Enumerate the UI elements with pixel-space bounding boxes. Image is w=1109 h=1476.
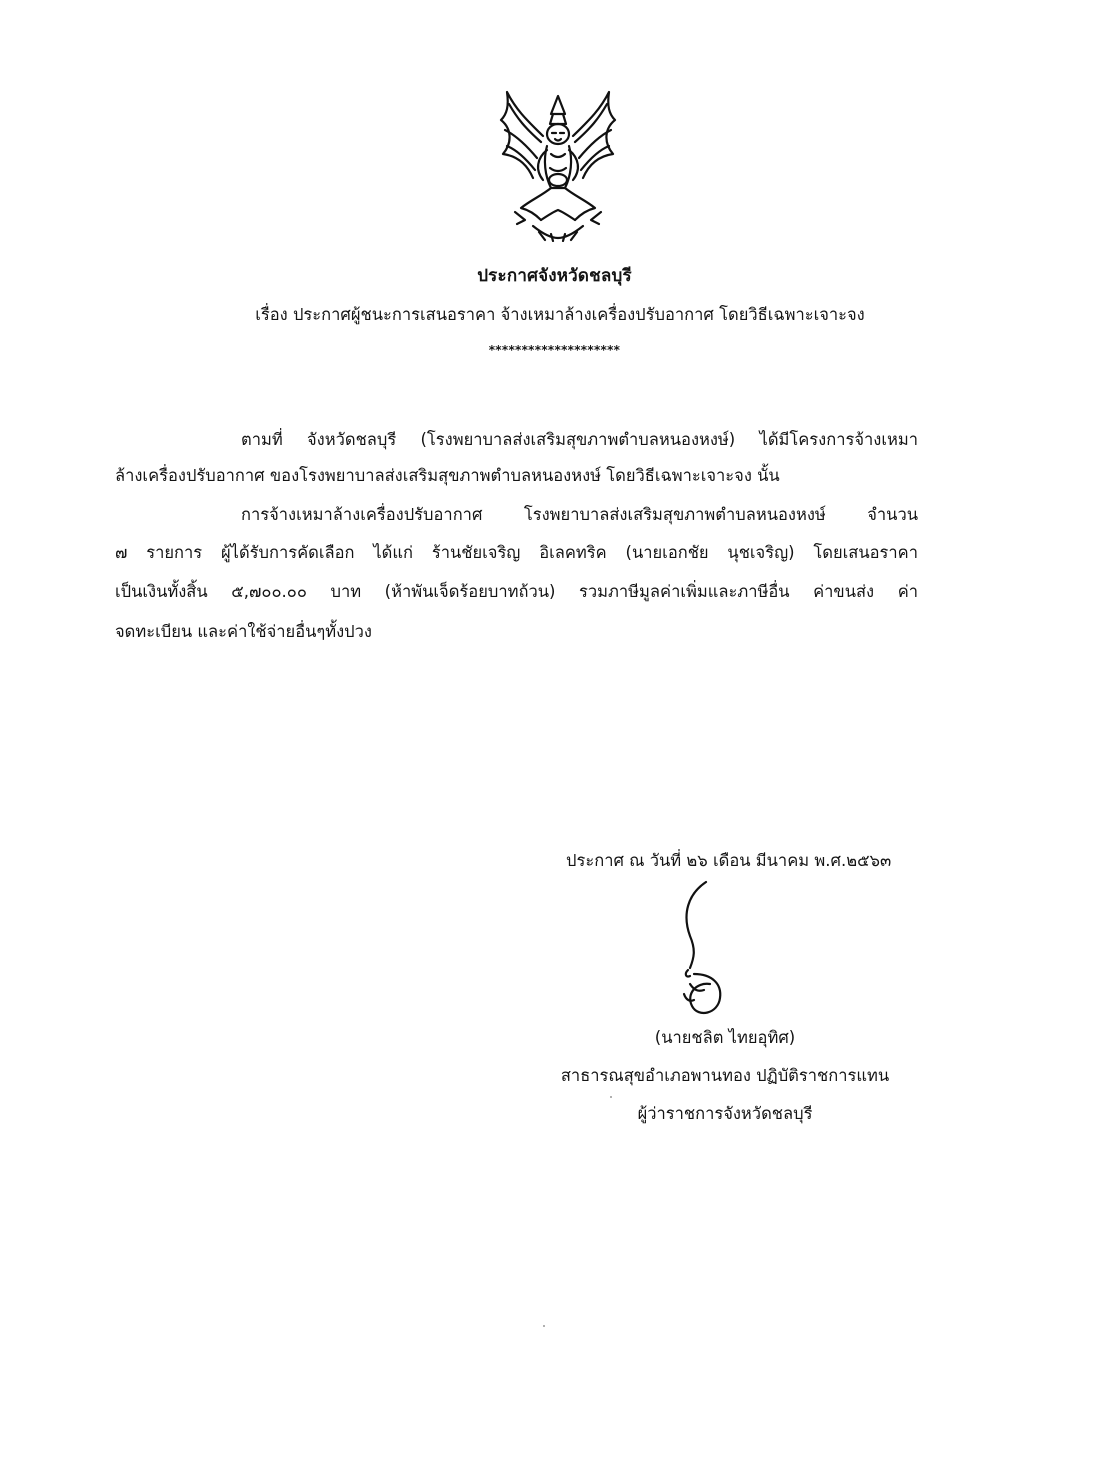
signatory-name: (นายชลิต ไทยอุทิศ) [654, 1028, 796, 1047]
scan-speck [543, 1325, 545, 1327]
handwritten-signature [668, 874, 738, 1024]
body-paragraph-2-line-4: จดทะเบียน และค่าใช้จ่ายอื่นๆทั้งปวง [115, 622, 372, 641]
separator-line: ******************** [488, 343, 621, 357]
announcement-date: ประกาศ ณ วันที่ ๒๖ เดือน มีนาคม พ.ศ.๒๕๖๓ [566, 851, 892, 870]
body-paragraph-2-line-2: ๗ รายการ ผู้ได้รับการคัดเลือก ได้แก่ ร้านชัยเจริญ อิเลคทริค (นายเอกชัย นุชเจริญ) โดยเสนอราคา [115, 543, 918, 562]
body-paragraph-2-line-1: การจ้างเหมาล้างเครื่องปรับอากาศ โรงพยาบาลส่งเสริมสุขภาพตำบลหนองหงษ์ จำนวน [241, 505, 918, 524]
signatory-position: สาธารณสุขอำเภอพานทอง ปฏิบัติราชการแทน [560, 1066, 890, 1085]
body-paragraph-1-line-2: ล้างเครื่องปรับอากาศ ของโรงพยาบาลส่งเสริมสุขภาพตำบลหนองหงษ์ โดยวิธีเฉพาะเจาะจง นั้น [115, 466, 780, 485]
announcement-subject: เรื่อง ประกาศผู้ชนะการเสนอราคา จ้างเหมาล้างเครื่องปรับอากาศ โดยวิธีเฉพาะเจาะจง [255, 305, 865, 324]
body-paragraph-2-line-3: เป็นเงินทั้งสิ้น ๕,๗๐๐.๐๐ บาท (ห้าพันเจ็ดร้อยบาทถ้วน) รวมภาษีมูลค่าเพิ่มและภาษีอื่น ค่าขนส่ง ค่า [115, 582, 918, 601]
announcement-title: ประกาศจังหวัดชลบุรี [477, 266, 632, 286]
scan-speck [610, 1096, 612, 1098]
garuda-emblem-icon [495, 84, 621, 242]
signatory-office: ผู้ว่าราชการจังหวัดชลบุรี [637, 1104, 813, 1123]
body-paragraph-1-line-1: ตามที่ จังหวัดชลบุรี (โรงพยาบาลส่งเสริมสุขภาพตำบลหนองหงษ์) ได้มีโครงการจ้างเหมา [241, 430, 918, 449]
